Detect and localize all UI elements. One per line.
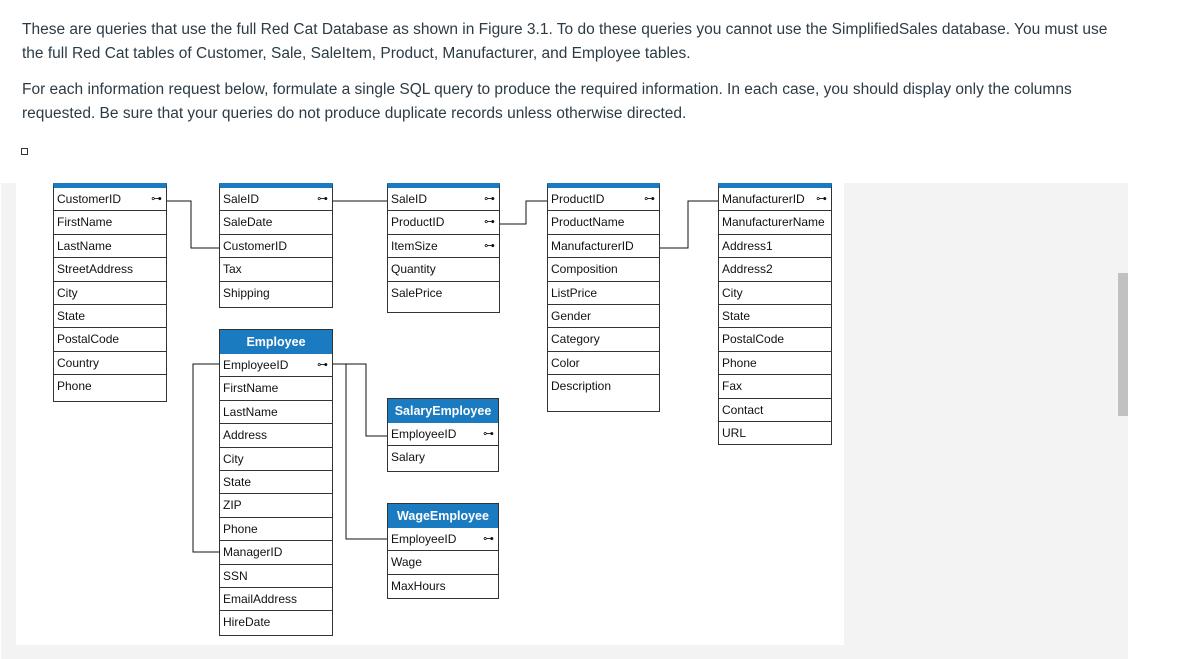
product-table [547,183,660,412]
customer-field-firstname: FirstName [54,211,166,234]
employee-field-hiredate: HireDate [223,615,271,630]
employee-table-title: Employee [220,330,332,354]
sale-field-customerid: CustomerID [220,235,332,258]
manufacturer-field-postalcode: PostalCode [719,328,831,351]
er-diagram [16,183,844,645]
product-field-manufacturerid: ManufacturerID [548,235,659,258]
wageemployee-field-maxhours: MaxHours [391,578,446,593]
key-icon: ⊶ [484,239,495,252]
key-icon: ⊶ [483,428,494,440]
salaryemployee-table-title: SalaryEmployee [388,399,498,423]
sale-field-saledate: SaleDate [220,211,332,234]
employee-field-managerid: ManagerID [220,541,332,564]
key-icon: ⊶ [317,193,328,205]
key-icon: ⊶ [483,533,494,545]
product-field-description: Description [551,379,612,394]
sale-field-saleid: SaleID ⊶ [220,188,332,211]
wageemployee-table [387,503,499,599]
product-field-color: Color [548,352,659,375]
manufacturer-table [718,183,832,445]
manufacturer-field-manufacturername: ManufacturerName [719,211,831,234]
scrollbar-thumb[interactable] [1118,273,1128,416]
employee-field-firstname: FirstName [220,377,332,400]
employee-field-city: City [220,448,332,471]
employee-field-phone: Phone [220,518,332,541]
employee-field-employeeid: EmployeeID ⊶ [220,354,332,377]
key-icon: ⊶ [484,193,495,205]
employee-field-address: Address [220,424,332,447]
sale-field-tax: Tax [220,258,332,281]
customer-table [53,183,167,402]
customer-field-postalcode: PostalCode [54,328,166,351]
wageemployee-field-employeeid: EmployeeID ⊶ [388,528,498,551]
employee-field-zip: ZIP [220,494,332,517]
key-icon: ⊶ [816,193,827,205]
manufacturer-field-contact: Contact [719,399,831,422]
salaryemployee-field-employeeid: EmployeeID ⊶ [388,423,498,446]
customer-field-city: City [54,282,166,305]
manufacturer-field-phone: Phone [719,352,831,375]
manufacturer-field-address1: Address1 [719,235,831,258]
saleitem-field-productid: ProductID ⊶ [388,211,499,234]
sale-table [219,183,333,308]
manufacturer-field-city: City [719,282,831,305]
saleitem-field-itemsize: ItemSize ⊶ [388,235,499,258]
manufacturer-field-state: State [719,305,831,328]
saleitem-table [387,183,500,313]
key-icon: ⊶ [484,216,495,229]
key-icon: ⊶ [644,193,655,205]
customer-field-country: Country [54,352,166,375]
customer-sale-line [167,201,219,248]
employee-field-emailaddress: EmailAddress [220,588,332,611]
employee-salary-line [332,364,387,436]
intro-paragraph-2: For each information request below, formulate a single SQL query to produce the required information. In each case, you should display only the columns requested. Be sure that your queries do not produce duplicate records unless otherwise directed. [22,81,1072,122]
salaryemployee-field-salary: Salary [391,450,426,465]
manufacturer-field-address2: Address2 [719,258,831,281]
sale-field-shipping: Shipping [223,285,270,300]
manufacturer-product-line [659,201,718,248]
employee-table [219,329,333,636]
product-field-category: Category [548,328,659,351]
customer-field-customerid: CustomerID ⊶ [54,188,166,211]
product-field-productid: ProductID ⊶ [548,188,659,211]
product-field-composition: Composition [548,258,659,281]
key-icon: ⊶ [317,359,328,371]
customer-field-state: State [54,305,166,328]
employee-manager-line [193,364,219,552]
manufacturer-field-manufacturerid: ManufacturerID ⊶ [719,188,831,211]
manufacturer-field-url: URL [722,425,747,440]
wageemployee-table-title: WageEmployee [388,504,498,528]
intro-paragraph-1: These are queries that use the full Red Cat Database as shown in Figure 3.1. To do these queries you cannot use the SimplifiedSales database. You must use the full Red Cat tables of Customer, Sale, SaleItem, Product, Manufacturer, and Employee tables. [22,21,1108,62]
manufacturer-field-fax: Fax [719,375,831,398]
wageemployee-field-wage: Wage [388,551,498,574]
checkbox[interactable] [21,148,28,155]
product-field-productname: ProductName [548,211,659,234]
saleitem-field-quantity: Quantity [388,258,499,281]
salaryemployee-table [387,398,499,472]
product-field-gender: Gender [548,305,659,328]
saleitem-field-saleid: SaleID ⊶ [388,188,499,211]
saleitem-field-saleprice: SalePrice [391,285,443,300]
product-saleitem-line [499,201,547,224]
employee-field-lastname: LastName [220,401,332,424]
customer-field-phone: Phone [57,379,92,394]
employee-field-ssn: SSN [220,565,332,588]
key-icon: ⊶ [151,193,162,205]
customer-field-lastname: LastName [54,235,166,258]
customer-field-streetaddress: StreetAddress [54,258,166,281]
employee-field-state: State [220,471,332,494]
product-field-listprice: ListPrice [548,282,659,305]
